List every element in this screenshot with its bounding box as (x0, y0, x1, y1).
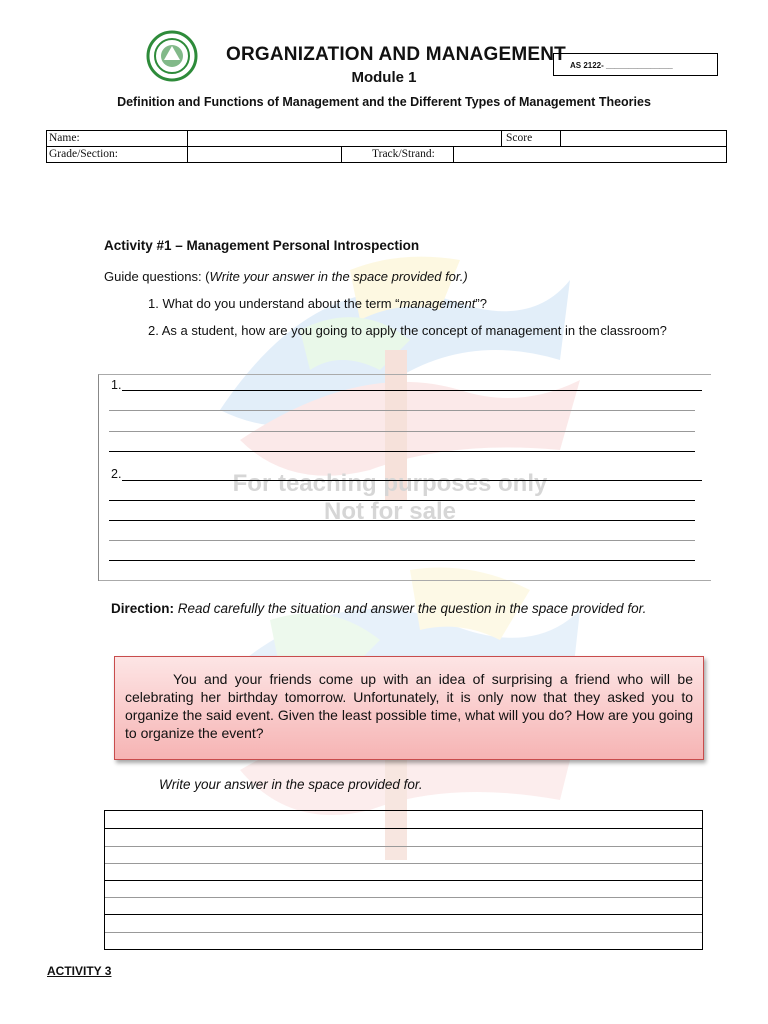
direction-label: Direction: (111, 601, 175, 616)
grade-section-field[interactable] (188, 147, 342, 163)
activity1-answer-area[interactable] (98, 374, 711, 581)
activity1-heading: Activity #1 – Management Personal Introspection (104, 238, 420, 253)
write-prompt: Write your answer in the space provided for. (159, 777, 423, 792)
scenario-box (114, 656, 704, 760)
scenario-text: You and your friends come up with an idea of surprising a friend who will be celebrating her birthday tomorrow. Unfortunately, it is only now that they asked you to organize the said event. Given the least possible time, what will you do? How are you going to organize the event? (125, 671, 693, 741)
name-field[interactable] (188, 131, 502, 147)
answer-line[interactable] (105, 828, 702, 829)
module-label: Module 1 (351, 69, 417, 86)
answer-line[interactable] (105, 914, 702, 915)
direction-instruction: Read carefully the situation and answer the question in the space provided for. (177, 601, 647, 616)
q1-suffix: ”? (475, 296, 487, 311)
document-subtitle: Definition and Functions of Management and the Different Types of Management Theories (117, 95, 651, 109)
score-label: Score (502, 131, 561, 147)
q1-term: management (399, 296, 476, 311)
score-field[interactable] (561, 131, 727, 147)
answer-line[interactable] (109, 410, 695, 411)
track-strand-label: Track/Strand: (342, 147, 454, 163)
answer-line[interactable] (105, 846, 702, 847)
question-1 (148, 296, 487, 311)
guide-prefix: Guide questions: ( (104, 269, 210, 284)
answer-line[interactable] (122, 480, 702, 481)
answer-line[interactable] (109, 560, 695, 561)
answer-line[interactable] (105, 880, 702, 881)
watermark-text: For teaching purposes only (232, 470, 548, 497)
q1-prefix: 1. What do you understand about the term “ (148, 296, 400, 311)
answer-line[interactable] (122, 390, 702, 391)
answer-line[interactable] (105, 897, 702, 898)
watermark-text: Not for sale (323, 498, 457, 525)
question-2: 2. As a student, how are you going to apply the concept of management in the classroom? (148, 323, 667, 338)
answer-line[interactable] (109, 451, 695, 452)
document-title: ORGANIZATION AND MANAGEMENT (226, 44, 566, 65)
student-info-table (46, 130, 727, 163)
answer-line[interactable] (109, 540, 695, 541)
answer-line[interactable] (109, 520, 695, 521)
track-strand-field[interactable] (454, 147, 727, 163)
answer-line[interactable] (109, 431, 695, 432)
answer-line (99, 580, 711, 581)
activity3-heading: ACTIVITY 3 (47, 964, 112, 978)
grade-section-label: Grade/Section: (47, 147, 188, 163)
answer-line[interactable] (105, 863, 702, 864)
answer-line[interactable] (109, 500, 695, 501)
guide-questions (104, 269, 468, 284)
answer-2-number: 2. (111, 467, 122, 481)
direction-text (111, 600, 671, 617)
activity2-answer-area[interactable] (104, 810, 703, 950)
answer-line[interactable] (105, 932, 702, 933)
guide-instruction: Write your answer in the space provided for.) (209, 269, 468, 284)
answer-1-number: 1. (111, 378, 122, 392)
as-code-box[interactable]: AS 2122- _______________ (553, 53, 718, 76)
name-label: Name: (47, 131, 188, 147)
